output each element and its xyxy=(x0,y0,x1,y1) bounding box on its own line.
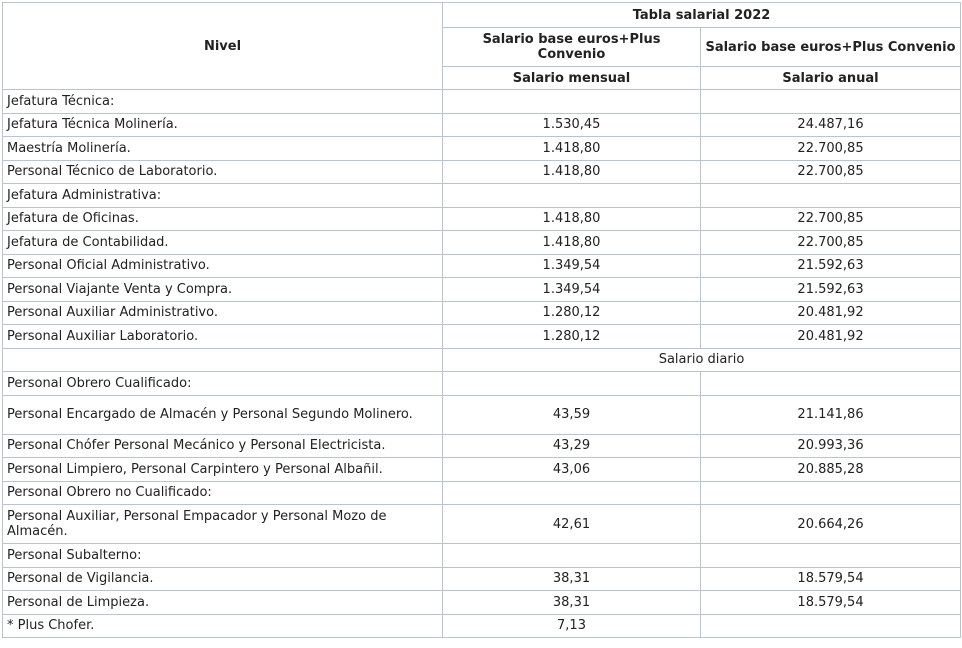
group-label: Jefatura Administrativa: xyxy=(3,184,443,208)
group-row xyxy=(3,184,961,208)
group-label: Jefatura Técnica: xyxy=(3,90,443,114)
row-annual: 22.700,85 xyxy=(701,160,961,184)
table-row xyxy=(3,325,961,349)
row-name: Jefatura Técnica Molinería. xyxy=(3,113,443,137)
row-annual: 20.481,92 xyxy=(701,301,961,325)
row-daily: 42,61 xyxy=(443,505,701,544)
row-annual: 20.481,92 xyxy=(701,325,961,349)
table-row xyxy=(3,207,961,231)
row-annual: 21.592,63 xyxy=(701,254,961,278)
table-row xyxy=(3,254,961,278)
row-name: Personal Oficial Administrativo. xyxy=(3,254,443,278)
row-daily: 38,31 xyxy=(443,591,701,615)
row-monthly: 1.418,80 xyxy=(443,207,701,231)
row-name: Personal Limpiero, Personal Carpintero y Personal Albañil. xyxy=(3,458,443,482)
row-annual xyxy=(701,614,961,638)
row-annual: 22.700,85 xyxy=(701,137,961,161)
table-row xyxy=(3,395,961,434)
subheader-row xyxy=(3,348,961,372)
table-row xyxy=(3,434,961,458)
row-monthly: 1.418,80 xyxy=(443,231,701,255)
row-name: Maestría Molinería. xyxy=(3,137,443,161)
table-row xyxy=(3,278,961,302)
group-row xyxy=(3,372,961,396)
table-row xyxy=(3,160,961,184)
row-name: Personal Chófer Personal Mecánico y Personal Electricista. xyxy=(3,434,443,458)
row-annual: 21.592,63 xyxy=(701,278,961,302)
row-name: Personal Auxiliar, Personal Empacador y Personal Mozo de Almacén. xyxy=(3,505,443,544)
row-monthly: 1.530,45 xyxy=(443,113,701,137)
table-row xyxy=(3,301,961,325)
table-row xyxy=(3,591,961,615)
table-row xyxy=(3,113,961,137)
table-row xyxy=(3,137,961,161)
row-monthly: 1.418,80 xyxy=(443,160,701,184)
header-row-title xyxy=(3,3,961,28)
row-name: Personal Viajante Venta y Compra. xyxy=(3,278,443,302)
table-row xyxy=(3,567,961,591)
table-title: Tabla salarial 2022 xyxy=(443,3,961,28)
group-label: Personal Obrero Cualificado: xyxy=(3,372,443,396)
row-daily: 43,59 xyxy=(443,395,701,434)
row-monthly: 1.280,12 xyxy=(443,301,701,325)
row-annual: 22.700,85 xyxy=(701,207,961,231)
group-row xyxy=(3,481,961,505)
salary-table xyxy=(2,2,961,638)
group-label: Personal Subalterno: xyxy=(3,544,443,568)
row-monthly: 1.418,80 xyxy=(443,137,701,161)
row-annual: 20.993,36 xyxy=(701,434,961,458)
table-row xyxy=(3,458,961,482)
group-row xyxy=(3,90,961,114)
row-name: Personal Auxiliar Laboratorio. xyxy=(3,325,443,349)
row-annual: 20.664,26 xyxy=(701,505,961,544)
row-daily: 43,06 xyxy=(443,458,701,482)
row-monthly: 1.349,54 xyxy=(443,254,701,278)
row-daily: 38,31 xyxy=(443,567,701,591)
daily-salary-label: Salario diario xyxy=(443,348,961,372)
row-name: Personal Técnico de Laboratorio. xyxy=(3,160,443,184)
row-name: Jefatura de Contabilidad. xyxy=(3,231,443,255)
col-b-header: Salario base euros+Plus Convenio xyxy=(701,28,961,67)
row-name: Jefatura de Oficinas. xyxy=(3,207,443,231)
group-label: Personal Obrero no Cualificado: xyxy=(3,481,443,505)
row-daily: 43,29 xyxy=(443,434,701,458)
row-monthly: 1.280,12 xyxy=(443,325,701,349)
col-a-subheader: Salario mensual xyxy=(443,67,701,90)
row-annual: 24.487,16 xyxy=(701,113,961,137)
row-name: Personal Encargado de Almacén y Personal Segundo Molinero. xyxy=(3,395,443,434)
nivel-header: Nivel xyxy=(3,3,443,90)
table-row xyxy=(3,614,961,638)
row-name: * Plus Chofer. xyxy=(3,614,443,638)
row-name: Personal de Limpieza. xyxy=(3,591,443,615)
col-b-subheader: Salario anual xyxy=(701,67,961,90)
col-a-header: Salario base euros+Plus Convenio xyxy=(443,28,701,67)
row-annual: 18.579,54 xyxy=(701,567,961,591)
row-name: Personal de Vigilancia. xyxy=(3,567,443,591)
row-name: Personal Auxiliar Administrativo. xyxy=(3,301,443,325)
row-daily: 7,13 xyxy=(443,614,701,638)
row-monthly: 1.349,54 xyxy=(443,278,701,302)
table-row xyxy=(3,231,961,255)
row-annual: 22.700,85 xyxy=(701,231,961,255)
row-annual: 20.885,28 xyxy=(701,458,961,482)
table-row xyxy=(3,505,961,544)
row-annual: 18.579,54 xyxy=(701,591,961,615)
row-annual: 21.141,86 xyxy=(701,395,961,434)
group-row xyxy=(3,544,961,568)
